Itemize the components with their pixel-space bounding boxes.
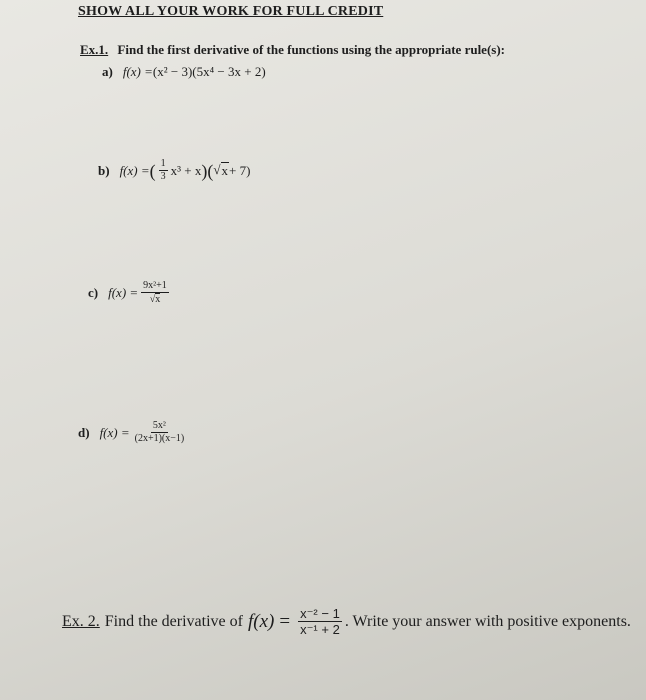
- problem-b-lhs: f(x) =: [119, 162, 150, 178]
- sqrt-x: √ x: [213, 162, 228, 178]
- fraction-one-third: [159, 158, 168, 183]
- problem-d: [78, 420, 189, 445]
- problem-d-den: (2x+1)(x−1): [134, 433, 185, 444]
- problem-c-fraction: [141, 280, 169, 306]
- problem-b-letter: b): [98, 162, 110, 178]
- page-header: SHOW ALL YOUR WORK FOR FULL CREDIT: [78, 4, 384, 19]
- fraction-num: 1: [160, 158, 166, 169]
- close-paren: ): [201, 160, 208, 181]
- exercise-2-eq: =: [279, 610, 291, 632]
- problem-b: [98, 158, 250, 183]
- problem-a-letter: a): [102, 64, 113, 79]
- exercise-2-instruction: Find the derivative of: [104, 612, 243, 630]
- problem-a-rhs: (x² − 3)(5x⁴ − 3x + 2): [152, 64, 266, 79]
- exercise-2-den: x⁻¹ + 2: [300, 622, 340, 637]
- problem-c-den: √x: [149, 294, 161, 305]
- problem-d-letter: d): [78, 424, 90, 440]
- exercise-2-num: x⁻² − 1: [300, 606, 340, 621]
- fraction-den: 3: [160, 171, 166, 182]
- exercise-2: [62, 606, 631, 637]
- exercise-1-label: Ex.1.: [80, 42, 109, 57]
- problem-c-letter: c): [88, 285, 99, 300]
- exercise-2-fraction: [298, 606, 342, 637]
- open-paren: (: [149, 160, 156, 181]
- problem-a: [102, 64, 266, 80]
- exercise-2-fx: f(x): [247, 610, 275, 632]
- problem-b-mid: x³ + x: [170, 162, 202, 178]
- problem-d-num: 5x²: [152, 420, 166, 431]
- problem-c-lhs: f(x) =: [108, 285, 139, 300]
- problem-d-fraction: [133, 420, 187, 445]
- exercise-2-trailer: . Write your answer with positive exponents.: [344, 612, 631, 630]
- problem-c-num: 9x²+1: [143, 280, 167, 291]
- exercise-1-title: [80, 42, 505, 58]
- problem-c-radicand: x: [155, 294, 161, 305]
- exercise-2-label: Ex. 2.: [62, 612, 100, 630]
- radicand: x: [221, 163, 228, 178]
- problem-c: [88, 280, 172, 306]
- exercise-1-instruction: Find the first derivative of the functions using the appropriate rule(s):: [117, 42, 505, 57]
- problem-d-lhs: f(x) =: [99, 424, 130, 440]
- problem-b-tail: + 7): [229, 162, 251, 178]
- problem-a-lhs: f(x) =: [122, 64, 153, 79]
- open-paren-2: (: [207, 160, 214, 181]
